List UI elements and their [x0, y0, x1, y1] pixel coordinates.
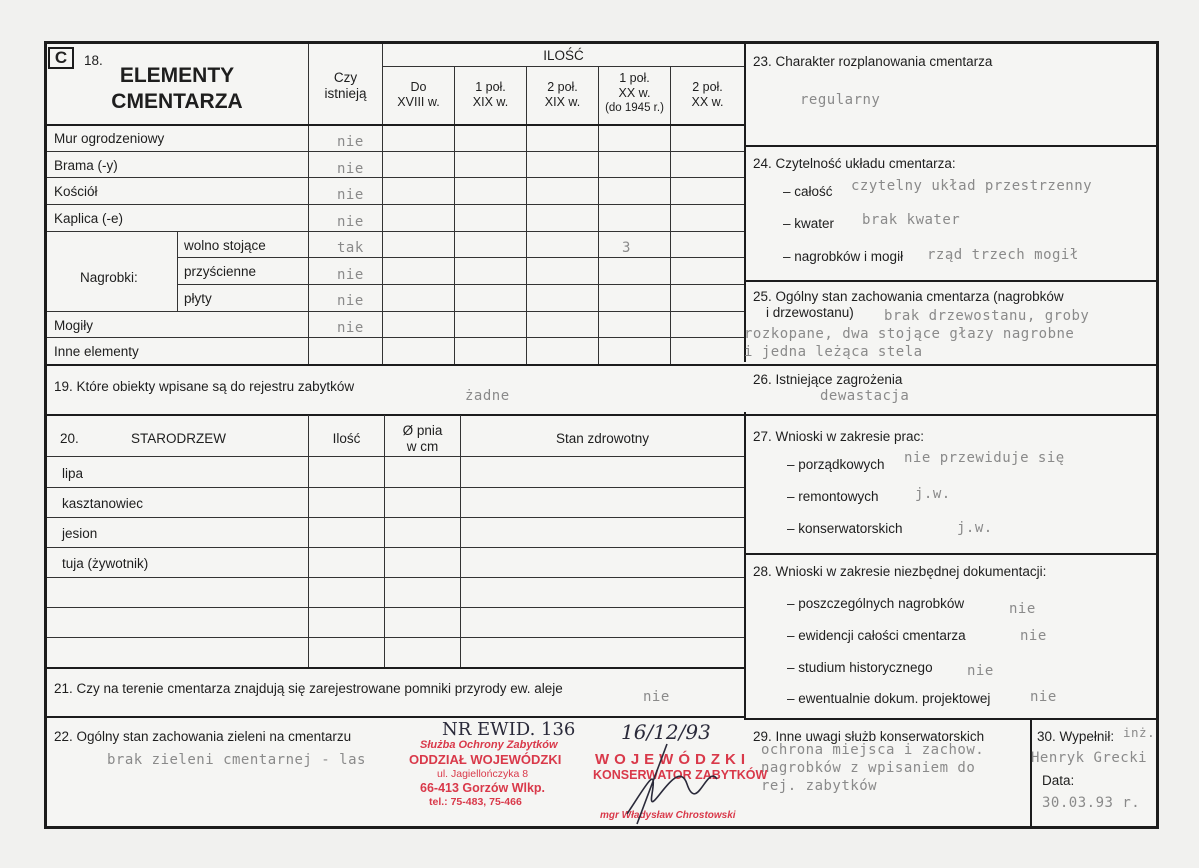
- grid-line: [47, 151, 744, 152]
- s26-value: dewastacja: [820, 388, 910, 404]
- s25-label-2: i drzewostanu): [766, 305, 854, 320]
- grid-line: [47, 667, 746, 669]
- s24-calosc: – całość: [783, 184, 833, 199]
- s25-value-3: i jedna leżąca stela: [744, 344, 923, 360]
- grid-line: [744, 414, 1156, 416]
- grid-line: [526, 66, 527, 366]
- exists-value: nie: [337, 187, 364, 203]
- grid-line: [47, 456, 744, 457]
- s20-num: 20.: [60, 431, 79, 446]
- row-label: Kaplica (-e): [54, 211, 124, 226]
- col-header-l1: 1 poł.: [619, 71, 650, 85]
- stamp-line: KONSERWATOR ZABYTKÓW: [593, 768, 768, 782]
- s28-d: – ewentualnie dokum. projektowej: [787, 691, 991, 706]
- s28-a: – poszczególnych nagrobków: [787, 596, 965, 611]
- tree-row: lipa: [62, 466, 84, 481]
- s28-label: 28. Wnioski w zakresie niezbędnej dokumentacji:: [753, 564, 1047, 579]
- s20-stan: Stan zdrowotny: [555, 431, 650, 446]
- s27-a: – porządkowych: [787, 457, 885, 472]
- grid-line: [454, 66, 455, 366]
- grid-line: [47, 364, 1156, 366]
- cemetery-form: [44, 41, 1159, 829]
- row-label: wolno stojące: [184, 238, 266, 253]
- stamp-line: tel.: 75-483, 75-466: [429, 796, 522, 808]
- tree-row: jesion: [62, 526, 98, 541]
- s27-c-value: j.w.: [957, 520, 993, 536]
- s27-label: 27. Wnioski w zakresie prac:: [753, 429, 925, 444]
- col-header-l1: 2 poł.: [692, 80, 723, 94]
- stamp-line: Służba Ochrony Zabytków: [420, 739, 558, 751]
- s21-label: 21. Czy na terenie cmentarza znajdują się zarejestrowane pomniki przyrody ew. aleje: [54, 681, 563, 696]
- exists-value: nie: [337, 320, 364, 336]
- s24-label: 24. Czytelność układu cmentarza:: [753, 156, 956, 171]
- grid-line: [47, 177, 744, 178]
- istnieja-label: istnieją: [324, 86, 367, 101]
- s30-label: 30. Wypełnił:: [1037, 729, 1115, 744]
- col-header-l2: XIX w.: [472, 95, 509, 109]
- s25-label-1: 25. Ogólny stan zachowania cmentarza (nagrobków: [753, 289, 1064, 304]
- grid-line: [383, 66, 744, 67]
- row-label: płyty: [184, 291, 212, 306]
- grid-line: [47, 547, 744, 548]
- s27-b: – remontowych: [787, 489, 879, 504]
- col-header-l2: XIX w.: [544, 95, 581, 109]
- col-header-l1: 2 poł.: [547, 80, 578, 94]
- exists-value: tak: [337, 240, 364, 256]
- s28-c: – studium historycznego: [787, 660, 933, 675]
- s23-value: regularny: [800, 92, 881, 108]
- grid-line: [177, 284, 744, 285]
- grid-line: [47, 124, 744, 126]
- grid-line: [47, 637, 744, 638]
- s27-a-value: nie przewiduje się: [904, 450, 1065, 466]
- s30-name-value: Henryk Grecki: [1031, 750, 1148, 766]
- s22-label: 22. Ogólny stan zachowania zieleni na cmentarzu: [54, 729, 352, 744]
- s26-label: 26. Istniejące zagrożenia: [753, 372, 903, 387]
- grid-line: [460, 415, 461, 669]
- grid-line: [47, 337, 744, 338]
- col-header-l1: 1 poł.: [475, 80, 506, 94]
- tree-row: kasztanowiec: [62, 496, 144, 511]
- s18-title-2: CMENTARZA: [111, 90, 243, 113]
- grid-line: [47, 577, 744, 578]
- row-label: Mogiły: [54, 318, 94, 333]
- s18-title-1: ELEMENTY: [119, 64, 235, 87]
- s18-num: 18.: [84, 53, 103, 68]
- grid-line: [47, 231, 744, 232]
- exists-value: nie: [337, 214, 364, 230]
- grid-line: [670, 66, 671, 366]
- row-label: Brama (-y): [54, 158, 118, 173]
- grid-line: [47, 414, 746, 416]
- ilosc-header: ILOŚĆ: [543, 48, 584, 63]
- s24-kwater-value: brak kwater: [862, 212, 961, 228]
- s20-pnia-1: Ø pnia: [402, 423, 443, 438]
- s24-calosc-value: czytelny układ przestrzenny: [851, 178, 1093, 194]
- s28-b: – ewidencji całości cmentarza: [787, 628, 966, 643]
- row-label: Kościół: [54, 184, 98, 199]
- grid-line: [1030, 718, 1032, 829]
- s23-label: 23. Charakter rozplanowania cmentarza: [753, 54, 993, 69]
- s30-title-value: inż.: [1123, 725, 1156, 740]
- signature: [607, 734, 737, 829]
- grid-line: [47, 311, 744, 312]
- grid-line: [177, 257, 744, 258]
- s25-value-1: brak drzewostanu, groby: [884, 308, 1090, 324]
- s19-value: żadne: [465, 388, 510, 404]
- col-header-l2: XX w.: [691, 95, 724, 109]
- s25-value-2: rozkopane, dwa stojące głazy nagrobne: [744, 326, 1075, 342]
- s27-b-value: j.w.: [915, 486, 951, 502]
- s30-data-value: 30.03.93 r.: [1042, 795, 1141, 811]
- grid-line: [744, 145, 1156, 147]
- s29-value-3: rej. zabytków: [761, 778, 878, 794]
- s30-data-label: Data:: [1042, 773, 1075, 788]
- exists-value: nie: [337, 293, 364, 309]
- stamp-line: ul. Jagiellończyka 8: [437, 768, 529, 780]
- grid-line: [308, 415, 309, 669]
- stamp-line: ODDZIAŁ WOJEWÓDZKI: [409, 752, 562, 767]
- grid-line: [744, 718, 1156, 720]
- exists-value: nie: [337, 161, 364, 177]
- stamp-line: WOJEWÓDZKI: [595, 751, 750, 768]
- row-label: przyścienne: [184, 264, 257, 279]
- s28-b-value: nie: [1020, 628, 1047, 644]
- tree-row: tuja (żywotnik): [62, 556, 149, 571]
- grid-line: [47, 204, 744, 205]
- grid-line: [177, 231, 178, 311]
- stamp-line: mgr Władysław Chrostowski: [600, 810, 736, 821]
- row-label: Mur ogrodzeniowy: [54, 131, 165, 146]
- s28-d-value: nie: [1030, 689, 1057, 705]
- handwritten-date: 16/12/93: [621, 720, 711, 744]
- s29-value-1: ochrona miejsca i zachow.: [761, 742, 985, 758]
- s24-kwater: – kwater: [783, 216, 835, 231]
- grid-line: [47, 607, 744, 608]
- col-header-l2: XVIII w.: [397, 95, 440, 109]
- nagrobki-label: Nagrobki:: [80, 270, 138, 285]
- czy-label: Czy: [333, 70, 358, 85]
- col-header-l2: XX w.: [618, 86, 651, 100]
- col-header-l1: Do: [410, 80, 427, 94]
- s19-label: 19. Które obiekty wpisane są do rejestru zabytków: [54, 379, 355, 394]
- s20-pnia-2: w cm: [406, 439, 439, 454]
- grid-line: [744, 553, 1156, 555]
- divider: [744, 44, 746, 362]
- row-label: Inne elementy: [54, 344, 139, 359]
- s20-title: STARODRZEW: [131, 431, 226, 446]
- ewid-stamp: NR EWID. 136: [442, 719, 576, 740]
- s21-value: nie: [643, 689, 670, 705]
- exists-value: nie: [337, 134, 364, 150]
- s22-value: brak zieleni cmentarnej - las: [107, 752, 366, 768]
- s28-a-value: nie: [1009, 601, 1036, 617]
- stamp-line: 66-413 Gorzów Wlkp.: [420, 781, 546, 795]
- s29-label: 29. Inne uwagi służb konserwatorskich: [753, 729, 985, 744]
- s24-nagrobkow-value: rząd trzech mogił: [927, 247, 1079, 263]
- s24-nagrobkow: – nagrobków i mogił: [783, 249, 904, 264]
- grid-line: [47, 487, 744, 488]
- grid-line: [47, 517, 744, 518]
- s20-ilosc: Ilość: [332, 431, 361, 446]
- s27-c: – konserwatorskich: [787, 521, 903, 536]
- col-header-l3: (do 1945 r.): [605, 102, 664, 114]
- section-c-box: C: [48, 47, 74, 69]
- grid-line: [47, 716, 746, 718]
- grid-line: [744, 280, 1156, 282]
- count-value: 3: [622, 240, 631, 256]
- s29-value-2: nagrobków z wpisaniem do: [761, 760, 976, 776]
- divider: [744, 412, 746, 717]
- exists-value: nie: [337, 267, 364, 283]
- s28-c-value: nie: [967, 663, 994, 679]
